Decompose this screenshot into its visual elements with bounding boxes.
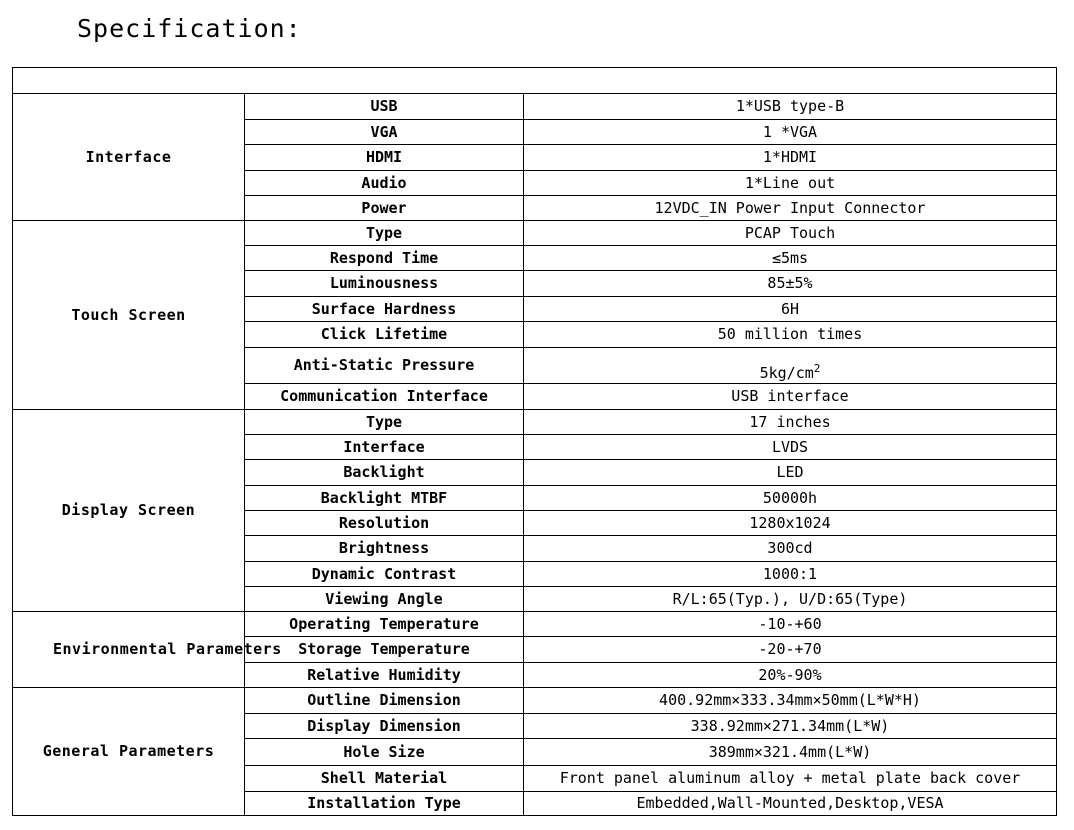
item-cell: Communication Interface xyxy=(245,384,524,410)
item-cell: Shell Material xyxy=(245,766,524,792)
value-text: R/L:65(Typ.), U/D:65(Type) xyxy=(672,589,908,608)
item-cell: Anti-Static Pressure xyxy=(245,348,524,384)
value-cell xyxy=(524,511,1057,536)
value-cell xyxy=(524,486,1057,511)
item-cell: USB xyxy=(245,94,524,120)
item-cell: Viewing Angle xyxy=(245,587,524,612)
item-cell: Backlight xyxy=(245,460,524,486)
item-cell: Interface xyxy=(245,435,524,460)
value-text: 6H xyxy=(780,299,800,318)
value-cell xyxy=(524,435,1057,460)
value-text: 1*USB type-B xyxy=(735,97,845,115)
item-cell: Respond Time xyxy=(245,246,524,271)
value-cell xyxy=(524,739,1057,766)
value-cell xyxy=(524,171,1057,196)
item-cell: Click Lifetime xyxy=(245,322,524,348)
category-cell: Touch Screen xyxy=(13,221,245,410)
table-row xyxy=(13,221,1057,246)
value-text: 85±5% xyxy=(767,274,813,292)
item-cell: Installation Type xyxy=(245,792,524,816)
value-text: -20-+70 xyxy=(758,640,822,658)
table-header-cell xyxy=(13,68,1057,94)
value-text: 12VDC_IN Power Input Connector xyxy=(654,198,926,217)
value-text: 1000:1 xyxy=(762,564,818,583)
value-cell xyxy=(524,297,1057,322)
value-text: 5kg/cm xyxy=(759,364,814,382)
value-cell xyxy=(524,587,1057,612)
value-text: 1 *VGA xyxy=(762,122,818,141)
value-cell xyxy=(524,196,1057,221)
item-cell: Dynamic Contrast xyxy=(245,562,524,587)
value-cell xyxy=(524,688,1057,714)
specification-table xyxy=(12,67,1057,816)
value-text: Front panel aluminum alloy + metal plate back cover xyxy=(559,769,1021,787)
item-cell: Resolution xyxy=(245,511,524,536)
value-cell xyxy=(524,384,1057,410)
value-cell xyxy=(524,536,1057,562)
value-superscript: 2 xyxy=(813,362,821,375)
item-cell: Display Dimension xyxy=(245,714,524,739)
value-cell xyxy=(524,460,1057,486)
value-text: USB interface xyxy=(731,387,849,405)
table-row xyxy=(13,410,1057,435)
value-text: ≤5ms xyxy=(771,248,809,267)
value-text: Embedded,Wall-Mounted,Desktop,VESA xyxy=(636,794,944,812)
item-cell: Type xyxy=(245,410,524,435)
item-cell: Type xyxy=(245,221,524,246)
value-cell xyxy=(524,562,1057,587)
value-text: 338.92mm×271.34mm(L*W) xyxy=(690,716,890,735)
table-row xyxy=(13,94,1057,120)
value-text: 389mm×321.4mm(L*W) xyxy=(708,742,872,761)
value-cell xyxy=(524,410,1057,435)
value-text: 50000h xyxy=(762,488,818,507)
value-cell xyxy=(524,792,1057,816)
item-cell: Brightness xyxy=(245,536,524,562)
item-cell: VGA xyxy=(245,120,524,145)
value-text: 300cd xyxy=(767,539,813,557)
item-cell: Outline Dimension xyxy=(245,688,524,714)
value-text: 400.92mm×333.34mm×50mm(L*W*H) xyxy=(659,691,921,709)
item-cell: Luminousness xyxy=(245,271,524,297)
value-cell xyxy=(524,271,1057,297)
value-cell xyxy=(524,348,1057,384)
value-text: PCAP Touch xyxy=(744,223,836,242)
page-title: Specification: xyxy=(77,14,302,43)
value-cell xyxy=(524,145,1057,171)
value-text: -10-+60 xyxy=(758,614,822,633)
value-cell xyxy=(524,322,1057,348)
value-text: LED xyxy=(776,463,804,481)
value-text: 1*HDMI xyxy=(762,148,818,166)
value-cell xyxy=(524,221,1057,246)
item-cell: Relative Humidity xyxy=(245,663,524,688)
item-cell: Backlight MTBF xyxy=(245,486,524,511)
item-cell: Surface Hardness xyxy=(245,297,524,322)
value-cell xyxy=(524,714,1057,739)
category-cell: Display Screen xyxy=(13,410,245,612)
table-row xyxy=(13,612,1057,637)
item-cell: Storage Temperature xyxy=(245,637,524,663)
value-text: 17 inches xyxy=(749,412,831,431)
value-text: 20%-90% xyxy=(758,665,822,684)
value-text: 50 million times xyxy=(717,325,863,343)
value-cell xyxy=(524,120,1057,145)
value-cell xyxy=(524,663,1057,688)
category-cell: General Parameters xyxy=(13,688,245,816)
value-cell xyxy=(524,94,1057,120)
value-cell xyxy=(524,246,1057,271)
table-header-row xyxy=(13,68,1057,94)
category-cell: Interface xyxy=(13,94,245,221)
value-cell xyxy=(524,766,1057,792)
category-cell: Environmental Parameters xyxy=(13,612,245,688)
value-text: 1*Line out xyxy=(744,173,836,192)
item-cell: Hole Size xyxy=(245,739,524,766)
item-cell: Operating Temperature xyxy=(245,612,524,637)
value-cell xyxy=(524,637,1057,663)
value-text: 1280x1024 xyxy=(749,513,831,532)
item-cell: HDMI xyxy=(245,145,524,171)
table-row xyxy=(13,688,1057,714)
item-cell: Audio xyxy=(245,171,524,196)
value-text: LVDS xyxy=(771,437,809,456)
item-cell: Power xyxy=(245,196,524,221)
value-cell xyxy=(524,612,1057,637)
